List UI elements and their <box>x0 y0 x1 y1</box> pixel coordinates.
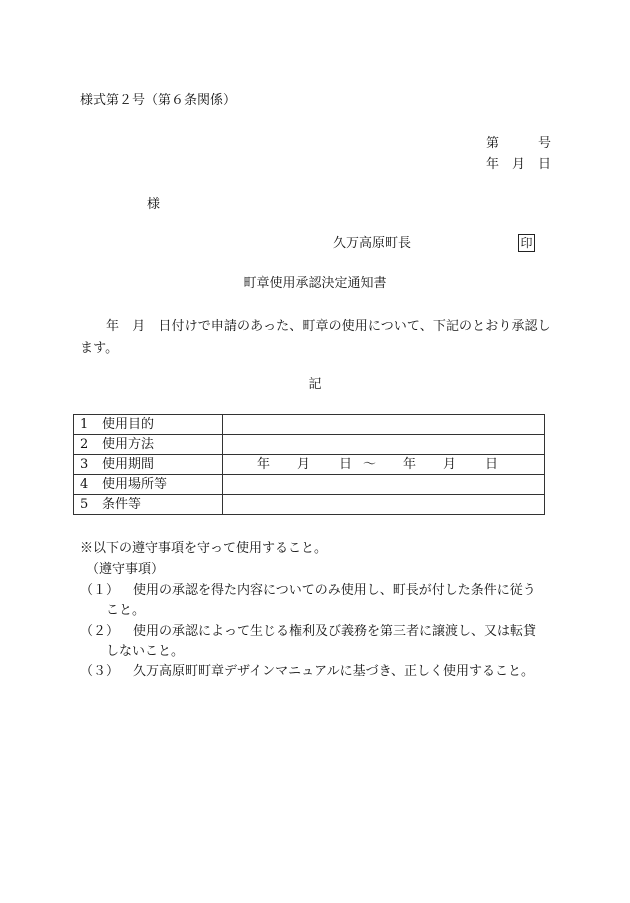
number-suffix: 号 <box>538 136 552 151</box>
period-year-end: 年 <box>403 457 417 472</box>
rule-number: （１） <box>80 583 120 598</box>
period-year-start: 年 <box>257 457 271 472</box>
table-row <box>74 475 545 495</box>
period-tilde: ～ <box>363 457 377 472</box>
addressee: 様 <box>147 197 161 212</box>
row-value <box>223 495 545 515</box>
date-month: 月 <box>512 157 526 172</box>
row-label: 3 使用期間 <box>74 455 223 475</box>
rule-text: 久万高原町町章デザインマニュアルに基づき、正しく使用すること。 <box>133 664 535 679</box>
number-prefix: 第 <box>486 136 500 151</box>
form-label: 様式第２号（第６条関係） <box>80 93 237 108</box>
period-day-end: 日 <box>485 457 499 472</box>
rule-text-continued: こと。 <box>106 603 146 618</box>
period-day-start: 日 <box>339 457 353 472</box>
row-label: 5 条件等 <box>74 495 223 515</box>
period-month-end: 月 <box>443 457 457 472</box>
body-text: 年 月 日付けで申請のあった、町章の使用について、下記のとおり承認します。 <box>80 319 551 356</box>
row-label: 1 使用目的 <box>74 415 223 435</box>
row-label: 2 使用方法 <box>74 435 223 455</box>
sender-name: 久万高原町長 <box>333 236 412 251</box>
rules-subheading: （遵守事項） <box>86 562 165 577</box>
table-row <box>74 455 545 475</box>
date-day: 日 <box>538 157 552 172</box>
rule-number: （３） <box>80 664 120 679</box>
rule-text: 使用の承認によって生じる権利及び義務を第三者に譲渡し、又は転貸 <box>133 624 537 639</box>
period-month-start: 月 <box>297 457 311 472</box>
details-table <box>73 414 545 515</box>
row-value <box>223 415 545 435</box>
rule-number: （２） <box>80 624 120 639</box>
document-title: 町章使用承認決定通知書 <box>243 276 387 291</box>
rule-text: 使用の承認を得た内容についてのみ使用し、町長が付した条件に従う <box>133 583 536 598</box>
date-year: 年 <box>486 157 500 172</box>
notes-heading: ※以下の遵守事項を守って使用すること。 <box>80 541 328 556</box>
row-value <box>223 435 545 455</box>
seal-mark: 印 <box>518 234 535 252</box>
ki-heading: 記 <box>308 377 322 392</box>
table-row <box>74 415 545 435</box>
table-row <box>74 495 545 515</box>
period-value <box>223 455 545 475</box>
row-value <box>223 475 545 495</box>
table-row <box>74 435 545 455</box>
rule-text-continued: しないこと。 <box>106 644 185 659</box>
row-label: 4 使用場所等 <box>74 475 223 495</box>
